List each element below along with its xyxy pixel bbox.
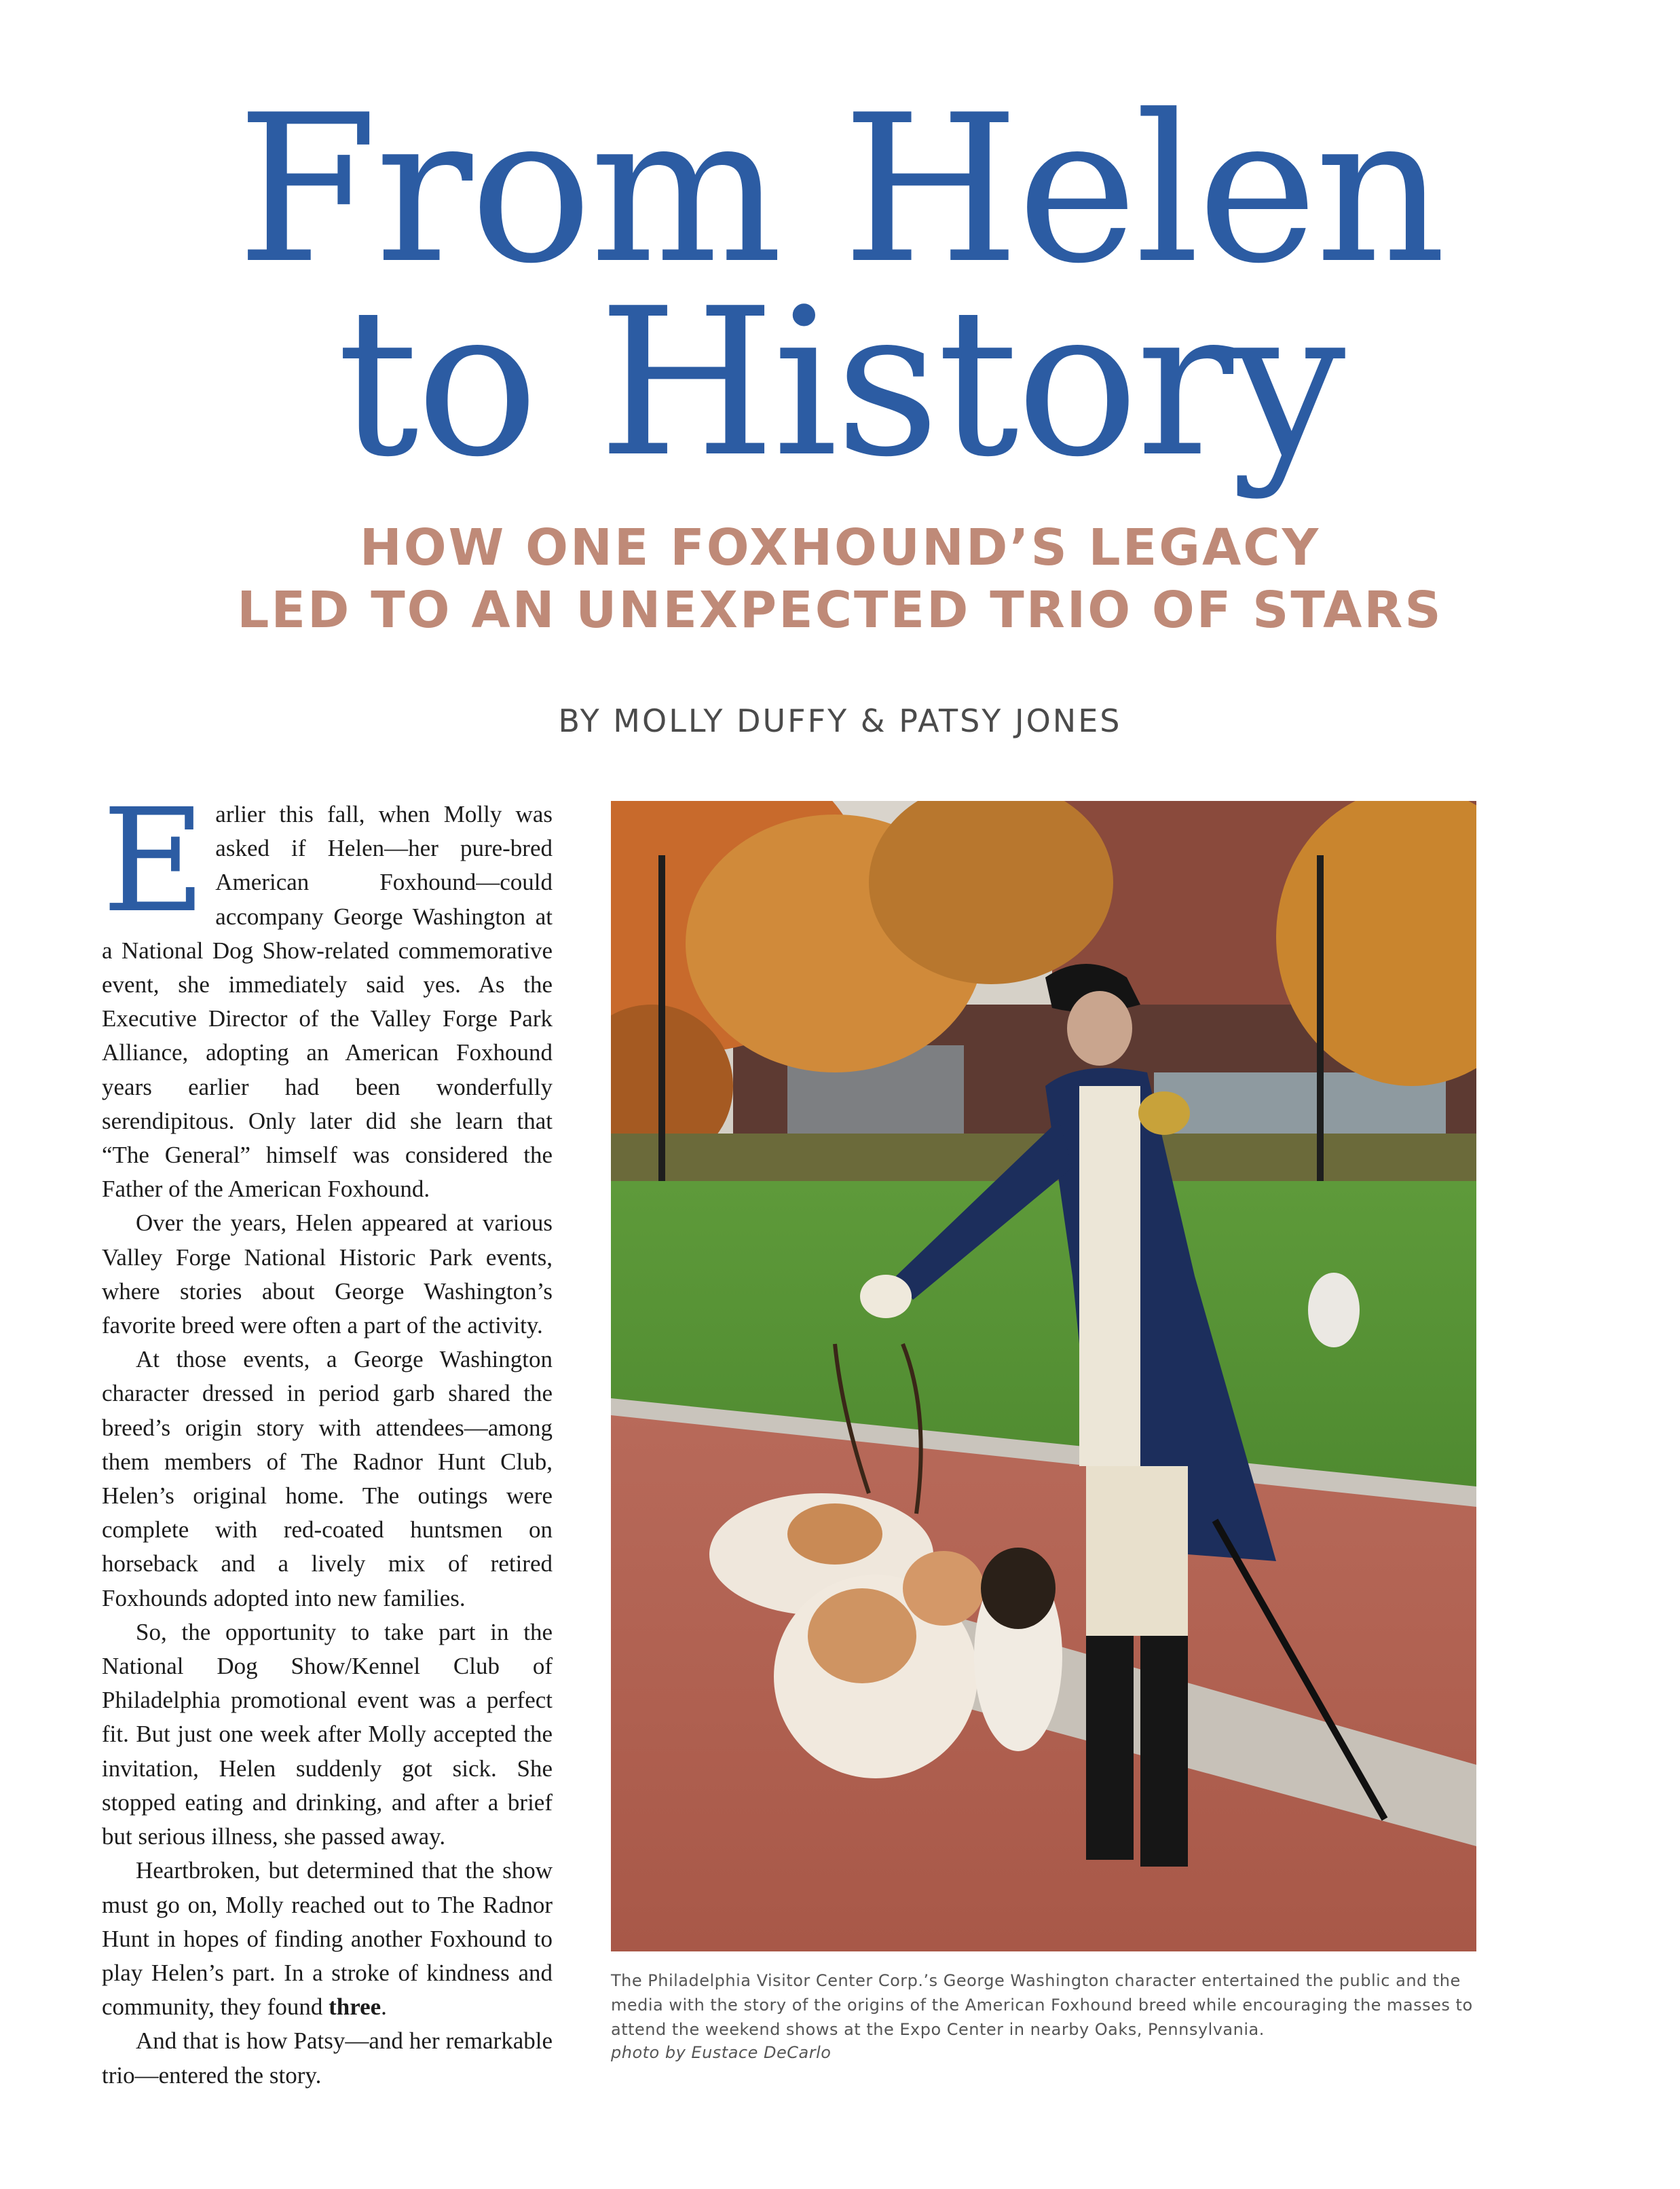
paragraph-1-text: arlier this fall, when Molly was asked if Helen—her pure-bred American Foxhound—could accompany George Washington at a National Dog Show-related commemorative event, she immediately said yes. As the Executive Director of the Valley Forge Park Alliance, adopting an American Foxhound years earlier had been wonderfully serendipitous. Only later did she learn that “The General” himself was considered the Father of the American Foxhound. <box>102 801 553 1203</box>
drop-cap: E <box>102 778 206 944</box>
article-photo <box>611 801 1476 1951</box>
article-paragraph-4: So, the opportunity to take part in the National Dog Show/Kennel Club of Philadelphia promotional event was a perfect fit. But just one week after Molly accepted the invitation, Helen suddenly got sick. She stopped eating and drinking, and after a brief but serious illness, she passed away. <box>102 1618 553 1850</box>
article-body <box>102 778 553 2093</box>
subtitle-line-1: HOW ONE FOXHOUND’S LEGACY <box>359 519 1321 577</box>
photo-credit: photo by Eustace DeCarlo <box>611 2043 832 2062</box>
subtitle-line-2: LED TO AN UNEXPECTED TRIO OF STARS <box>237 581 1443 639</box>
article-paragraph-1 <box>102 778 553 1206</box>
photo-caption: The Philadelphia Visitor Center Corp.’s George Washington character entertained the public and the media with the story of the origins of the American Foxhound breed while encouraging the masses to attend the weekend shows at the Expo Center in nearby Oaks, Pennsylvania. <box>611 1971 1473 2039</box>
title-line-1: From Helen <box>236 71 1444 308</box>
byline: BY MOLLY DUFFY & PATSY JONES <box>558 703 1122 739</box>
paragraph-5-bold: three <box>329 1994 381 2021</box>
paragraph-5-text: Heartbroken, but determined that the show must go on, Molly reached out to The Radnor Hunt in hopes of finding another Foxhound to play Helen’s part. In a stroke of kindness and community, they found <box>102 1857 553 2021</box>
article-paragraph-3: At those events, a George Washington character dressed in period garb shared the breed’s origin story with attendees—among them members of The Radnor Hunt Club, Helen’s original home. The outings were complete with red-coated huntsmen on horseback and a lively mix of retired Foxhounds adopted into new families. <box>102 1346 553 1611</box>
article-paragraph-6: And that is how Patsy—and her remarkable trio—entered the story. <box>102 2027 553 2089</box>
title-line-2: to History <box>337 265 1343 502</box>
paragraph-5-end: . <box>381 1994 387 2021</box>
article-paragraph-2: Over the years, Helen appeared at various Valley Forge National Historic Park events, where stories about George Washington’s favorite breed were often a part of the activity. <box>102 1210 553 1339</box>
article-paragraph-5 <box>102 1854 553 2024</box>
